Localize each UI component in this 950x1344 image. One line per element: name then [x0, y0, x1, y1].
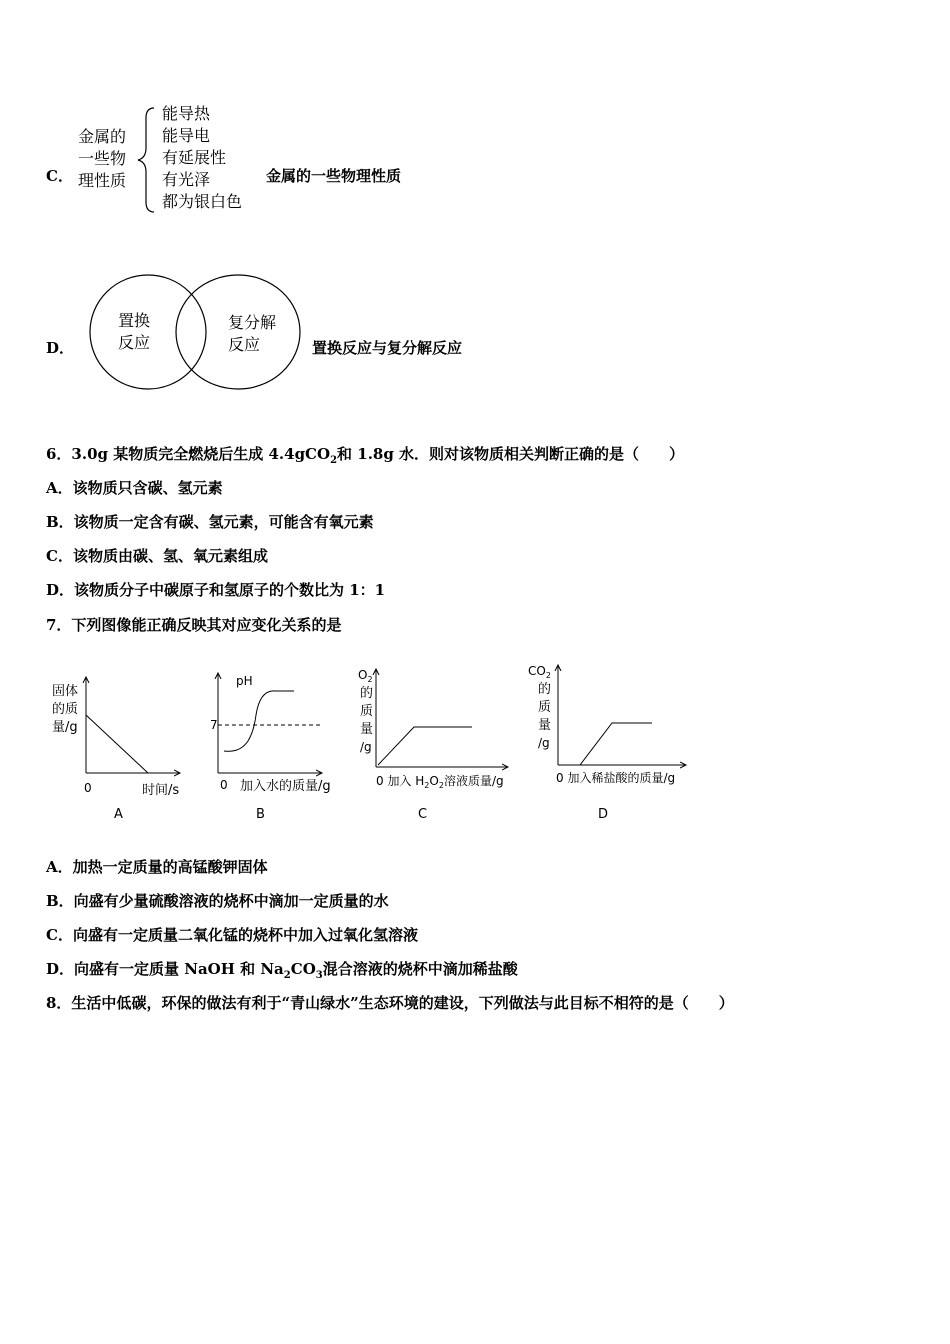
left-circle-label — [118, 310, 150, 354]
q7-option-c: C．向盛有一定质量二氧化锰的烧杯中加入过氧化氢溶液 — [46, 926, 418, 944]
subscript: 2 — [283, 970, 291, 981]
tick-label: 7 — [210, 718, 218, 732]
q6-option-c: C．该物质由碳、氢、氧元素组成 — [46, 547, 268, 565]
label-line: 一些物 — [78, 149, 127, 168]
x-label: 0 加入 $H_2O_2$溶液质量/g — [376, 774, 504, 790]
y-label-line: 量 — [360, 722, 374, 737]
q7-option-b: B．向盛有少量硫酸溶液的烧杯中滴加一定质量的水 — [46, 892, 389, 910]
property-item: 都为银白色 — [162, 192, 243, 211]
q7-stem: 7．下列图像能正确反映其对应变化关系的是 — [46, 616, 342, 634]
y-label-line: 的 — [538, 682, 552, 697]
curly-brace — [134, 104, 164, 216]
q6-stem-part: 和 1.8g 水．则对该物质相关判断正确的是（ ） — [337, 445, 685, 463]
q6-stem-part: 6．3.0g 某物质完全燃烧后生成 4.4gCO — [46, 445, 331, 463]
option-d-letter: D． — [46, 339, 75, 357]
option-part: D．向盛有一定质量 NaOH 和 Na — [46, 960, 284, 978]
label-line: 反应 — [118, 333, 151, 352]
q7-graphs — [40, 655, 720, 830]
label-line: 反应 — [228, 335, 261, 354]
q8-stem: 8．生活中低碳，环保的做法有利于“青山绿水”生态环境的建设，下列做法与此目标不相符的是（ ） — [46, 994, 734, 1012]
x-label: 加入水的质量/g — [240, 779, 331, 794]
graph-letter: C — [418, 807, 428, 822]
property-item: 能导热 — [162, 104, 211, 123]
property-item: 有延展性 — [162, 148, 227, 167]
q6-option-a: A．该物质只含碳、氢元素 — [46, 479, 223, 497]
y-label-top: $CO_2$ — [528, 664, 551, 680]
property-list — [162, 103, 242, 213]
x-label: 时间/s — [142, 783, 180, 798]
right-circle-label — [228, 312, 276, 356]
y-label-line: 质 — [360, 704, 374, 719]
property-item: 能导电 — [162, 126, 211, 145]
graph-letter: A — [114, 807, 123, 822]
graph-letter: B — [256, 807, 265, 822]
y-label-line: /g — [360, 740, 372, 754]
option-part: 混合溶液的烧杯中滴加稀盐酸 — [322, 960, 518, 978]
option-d-caption: 置换反应与复分解反应 — [312, 339, 463, 357]
origin-label: 0 — [220, 778, 228, 792]
x-label: 0 加入稀盐酸的质量/g — [556, 771, 676, 785]
data-line — [378, 727, 472, 765]
graph-b — [210, 673, 331, 822]
y-label-line: 量 — [538, 718, 552, 733]
origin-label: 0 — [84, 781, 92, 795]
ph-curve — [224, 691, 294, 751]
graph-a — [52, 677, 180, 822]
q6-option-b: B．该物质一定含有碳、氢元素，可能含有氧元素 — [46, 513, 374, 531]
option-c-letter: C． — [46, 167, 73, 185]
y-label-line: 量/g — [52, 720, 78, 735]
property-item: 有光泽 — [162, 170, 211, 189]
label-line: 理性质 — [78, 171, 127, 190]
graph-letter: D — [598, 807, 609, 822]
q7-option-d — [46, 959, 518, 986]
metal-properties-label — [78, 126, 126, 192]
label-line: 复分解 — [228, 313, 277, 332]
y-label-line: 质 — [538, 700, 552, 715]
graph-d — [528, 664, 686, 822]
y-label-line: 固体 — [52, 684, 79, 699]
q7-option-a: A．加热一定质量的高锰酸钾固体 — [46, 858, 268, 876]
y-label: pH — [236, 674, 253, 688]
y-label-top: $O_2$ — [358, 668, 373, 684]
data-line — [86, 715, 148, 773]
y-label-line: /g — [538, 736, 550, 750]
graph-c — [358, 668, 508, 822]
y-label-line: 的质 — [52, 702, 79, 717]
subscript: 2 — [330, 455, 338, 466]
option-c-caption: 金属的一些物理性质 — [266, 167, 402, 185]
subscript: 3 — [315, 970, 323, 981]
label-line: 置换 — [118, 311, 151, 330]
q6-option-d: D．该物质分子中碳原子和氢原子的个数比为 1：1 — [46, 581, 386, 599]
option-part: CO — [290, 960, 316, 978]
y-label-line: 的 — [360, 686, 374, 701]
label-line: 金属的 — [78, 127, 127, 146]
data-line — [580, 723, 652, 765]
q6-stem — [46, 444, 684, 471]
